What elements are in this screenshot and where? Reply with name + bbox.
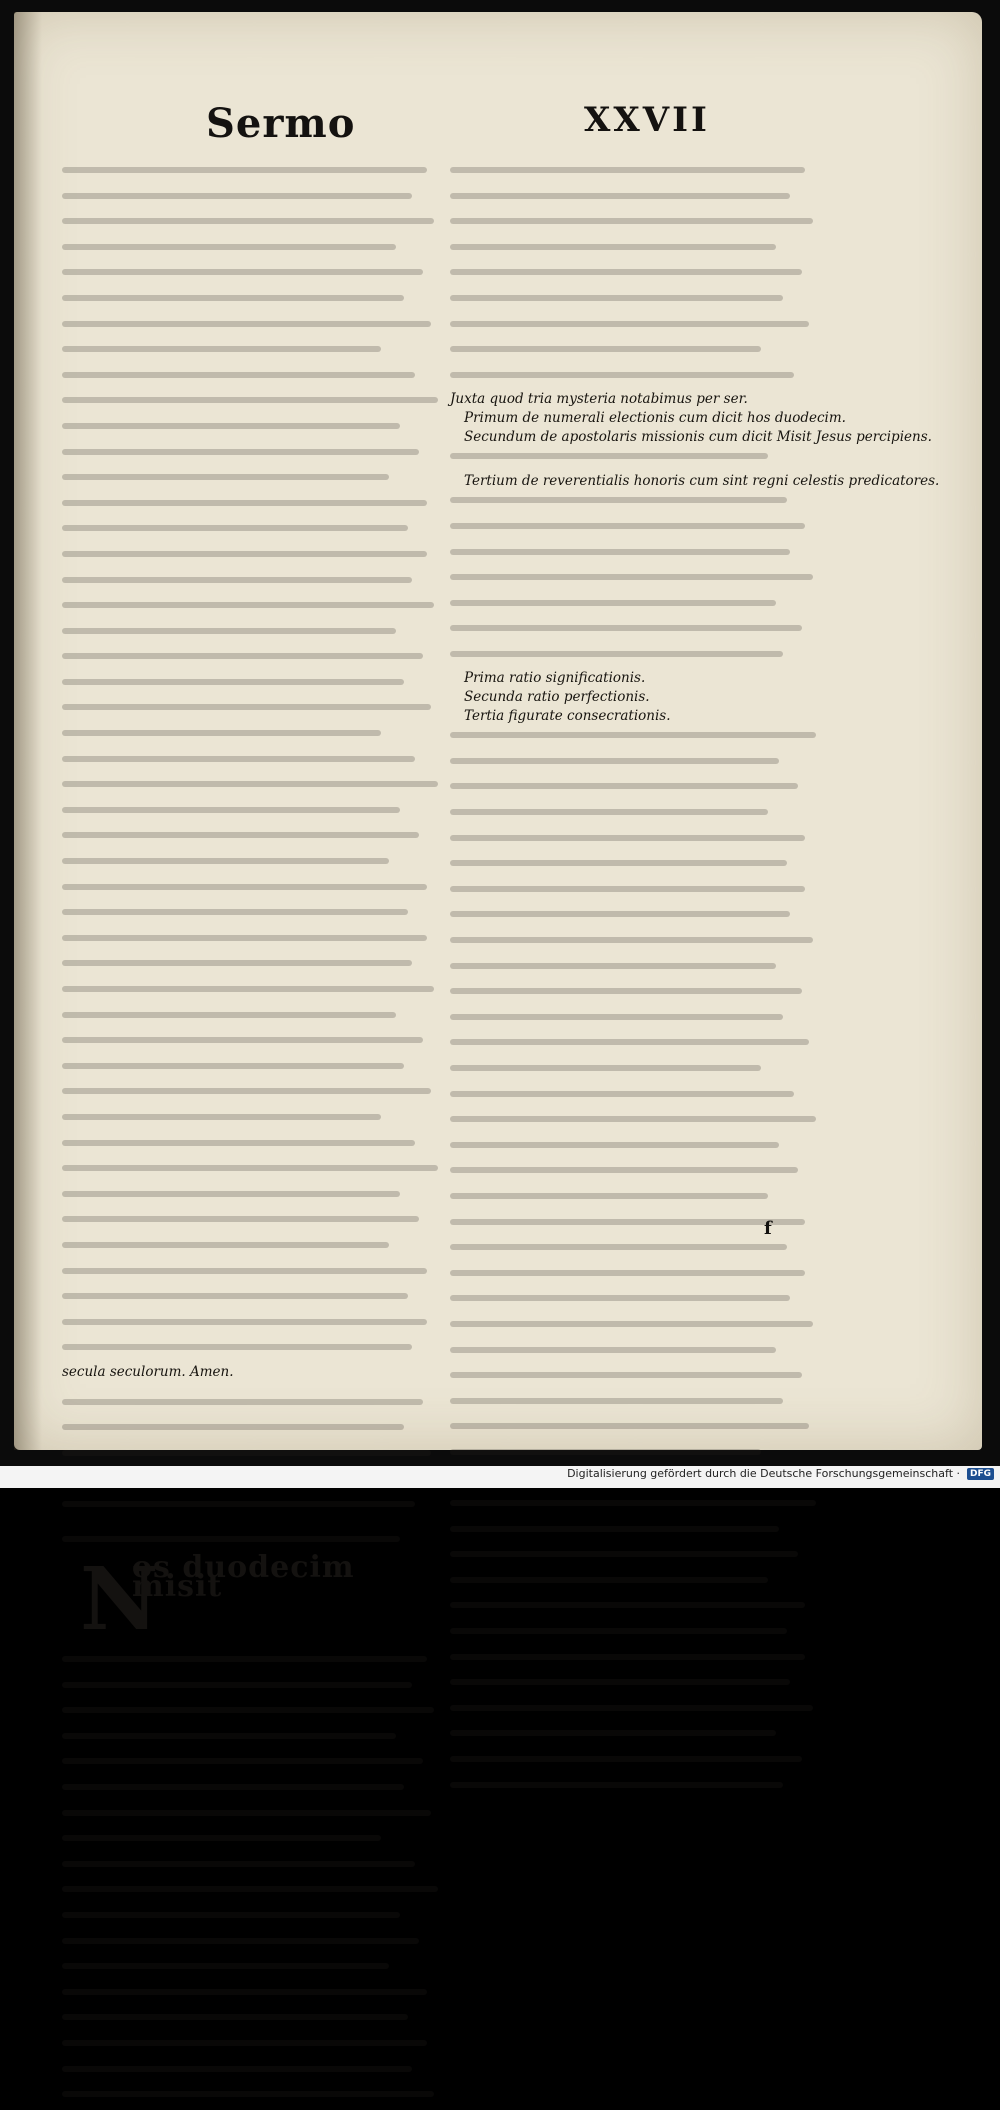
illegible-line: [62, 2091, 442, 2110]
illegible-line: [450, 1756, 820, 1775]
illegible-line: [450, 1679, 820, 1698]
illegible-line: [450, 167, 820, 186]
illegible-line: [450, 1270, 820, 1289]
illegible-line: [450, 1167, 820, 1186]
running-title-left: Sermo: [206, 100, 356, 147]
illegible-line: [62, 2014, 442, 2033]
paragraph-line: [450, 707, 820, 726]
illegible-line: [450, 758, 820, 777]
line-text: Juxta quod tria mysteria notabimus per ser.: [450, 391, 748, 408]
illegible-line: [450, 860, 820, 879]
illegible-line: [62, 423, 442, 442]
illegible-line: [62, 653, 442, 672]
illegible-line: [450, 963, 820, 982]
illegible-line: [450, 372, 820, 391]
illegible-line: [62, 1733, 442, 1752]
paragraph-line: [450, 428, 932, 447]
illegible-line: [450, 321, 820, 340]
left-column-lines: [62, 167, 442, 1555]
illegible-line: [62, 679, 442, 698]
illegible-line: [450, 1065, 820, 1084]
illegible-line: [450, 625, 820, 644]
illegible-line: [62, 628, 442, 647]
sermon-heading: [62, 1549, 442, 1651]
illegible-line: [450, 346, 820, 365]
right-column-lines: [450, 167, 940, 1800]
illegible-line: [450, 1295, 820, 1314]
paragraph-line: [450, 688, 820, 707]
illegible-line: [450, 1347, 820, 1366]
illegible-line: [450, 600, 820, 619]
gutter-shadow: [14, 12, 42, 1450]
illegible-line: [62, 500, 442, 519]
paragraph-line: [450, 669, 820, 688]
illegible-line: [450, 886, 820, 905]
digitization-credit: Digitalisierung gefördert durch die Deutsche Forschungsgemeinschaft ·: [567, 1467, 960, 1480]
illegible-line: [62, 807, 442, 826]
illegible-line: [62, 1037, 442, 1056]
illegible-line: [450, 911, 820, 930]
illegible-line: [450, 988, 820, 1007]
illegible-line: [62, 832, 442, 851]
illegible-line: [450, 1014, 820, 1033]
illegible-line: [450, 1602, 820, 1621]
illegible-line: [62, 218, 442, 237]
illegible-line: [62, 1191, 442, 1210]
illegible-line: [450, 193, 820, 212]
illegible-line: [62, 551, 442, 570]
illegible-line: [62, 1293, 442, 1312]
illegible-line: [62, 1784, 442, 1803]
line-text: Secundum de apostolaris missionis cum dicit Misit Jesus percipiens.: [464, 428, 932, 445]
illegible-line: [62, 730, 442, 749]
illegible-line: [62, 244, 442, 263]
illegible-line: [62, 1242, 442, 1261]
illegible-line: [62, 1501, 442, 1520]
illegible-line: [450, 1654, 820, 1673]
paragraph-line: [450, 472, 940, 491]
illegible-line: [62, 346, 442, 365]
decorated-initial: N: [80, 1549, 159, 1651]
illegible-line: [62, 909, 442, 928]
illegible-line: [62, 1088, 442, 1107]
illegible-line: [450, 835, 820, 854]
text-line: [62, 1363, 442, 1382]
illegible-line: [62, 1912, 442, 1931]
illegible-line: [450, 453, 820, 472]
illegible-line: [62, 1063, 442, 1082]
illegible-line: [450, 574, 820, 593]
line-text: Secunda ratio perfectionis.: [464, 689, 650, 706]
line-text: secula seculorum. Amen.: [62, 1363, 234, 1380]
illegible-line: [450, 1423, 820, 1442]
sermon-heading-text: os duodecim misit: [132, 1550, 355, 1604]
illegible-line: [450, 1372, 820, 1391]
illegible-line: [62, 1656, 442, 1675]
illegible-line: [62, 960, 442, 979]
illegible-line: [450, 1705, 820, 1724]
illegible-line: [450, 1449, 820, 1468]
line-text: Primum de numerali electionis cum dicit hos duodecim.: [464, 409, 846, 426]
illegible-line: [450, 1782, 820, 1801]
illegible-line: [450, 1398, 820, 1417]
illegible-line: [450, 809, 820, 828]
dfg-logo: DFG: [967, 1468, 994, 1480]
illegible-line: [62, 577, 442, 596]
illegible-line: [450, 1193, 820, 1212]
illegible-line: [62, 1319, 442, 1338]
illegible-line: [450, 1628, 820, 1647]
illegible-line: [62, 295, 442, 314]
illegible-line: [62, 1399, 442, 1418]
illegible-line: [62, 935, 442, 954]
illegible-line: [62, 986, 442, 1005]
illegible-line: [62, 449, 442, 468]
illegible-line: [62, 884, 442, 903]
illegible-line: [62, 1963, 442, 1982]
illegible-line: [62, 525, 442, 544]
paragraph-line: [450, 409, 846, 428]
illegible-line: [450, 732, 820, 751]
illegible-line: [62, 1216, 442, 1235]
illegible-line: [450, 937, 820, 956]
illegible-line: [450, 1730, 820, 1749]
line-text: Tertium de reverentialis honoris cum sint regni celestis predicatores.: [464, 472, 940, 489]
signature-mark: f: [764, 1218, 772, 1239]
illegible-line: [450, 1116, 820, 1135]
illegible-line: [62, 1758, 442, 1777]
illegible-line: [62, 1886, 442, 1905]
illegible-line: [62, 269, 442, 288]
illegible-line: [450, 497, 820, 516]
illegible-line: [450, 1500, 820, 1519]
illegible-line: [450, 218, 820, 237]
text-line: [450, 390, 820, 409]
illegible-line: [450, 1526, 820, 1545]
illegible-line: [450, 1039, 820, 1058]
illegible-line: [62, 1682, 442, 1701]
illegible-line: [62, 167, 442, 186]
illegible-line: [62, 1165, 442, 1184]
illegible-line: [450, 783, 820, 802]
right-column: [450, 160, 940, 1800]
illegible-line: [62, 1861, 442, 1880]
illegible-line: [450, 1244, 820, 1263]
left-column: [62, 160, 442, 2110]
illegible-line: [62, 1268, 442, 1287]
line-text: Prima ratio significationis.: [464, 670, 646, 687]
left-column-after-heading: [62, 1656, 442, 2110]
illegible-line: [62, 474, 442, 493]
illegible-line: [62, 397, 442, 416]
illegible-line: [62, 1989, 442, 2008]
illegible-line: [62, 1707, 442, 1726]
folio-number: XXVII: [584, 100, 710, 140]
illegible-line: [62, 1810, 442, 1829]
line-text: Tertia figurate consecrationis.: [464, 707, 671, 724]
illegible-line: [62, 2040, 442, 2059]
illegible-line: [450, 1321, 820, 1340]
illegible-line: [62, 1140, 442, 1159]
illegible-line: [450, 1577, 820, 1596]
illegible-line: [62, 193, 442, 212]
illegible-line: [62, 602, 442, 621]
illegible-line: [62, 1114, 442, 1133]
illegible-line: [450, 1551, 820, 1570]
paragraph-gap: [62, 1519, 442, 1529]
illegible-line: [450, 651, 820, 670]
paragraph-gap: [62, 1382, 442, 1392]
illegible-line: [450, 549, 820, 568]
illegible-line: [62, 1344, 442, 1363]
illegible-line: [62, 704, 442, 723]
illegible-line: [62, 372, 442, 391]
illegible-line: [62, 1835, 442, 1854]
illegible-line: [450, 295, 820, 314]
illegible-line: [62, 858, 442, 877]
illegible-line: [62, 321, 442, 340]
illegible-line: [62, 781, 442, 800]
illegible-line: [450, 269, 820, 288]
illegible-line: [62, 1012, 442, 1031]
illegible-line: [450, 244, 820, 263]
illegible-line: [62, 756, 442, 775]
illegible-line: [62, 2066, 442, 2085]
illegible-line: [450, 1091, 820, 1110]
illegible-line: [62, 1938, 442, 1957]
illegible-line: [62, 1424, 442, 1443]
illegible-line: [450, 1142, 820, 1161]
illegible-line: [450, 523, 820, 542]
